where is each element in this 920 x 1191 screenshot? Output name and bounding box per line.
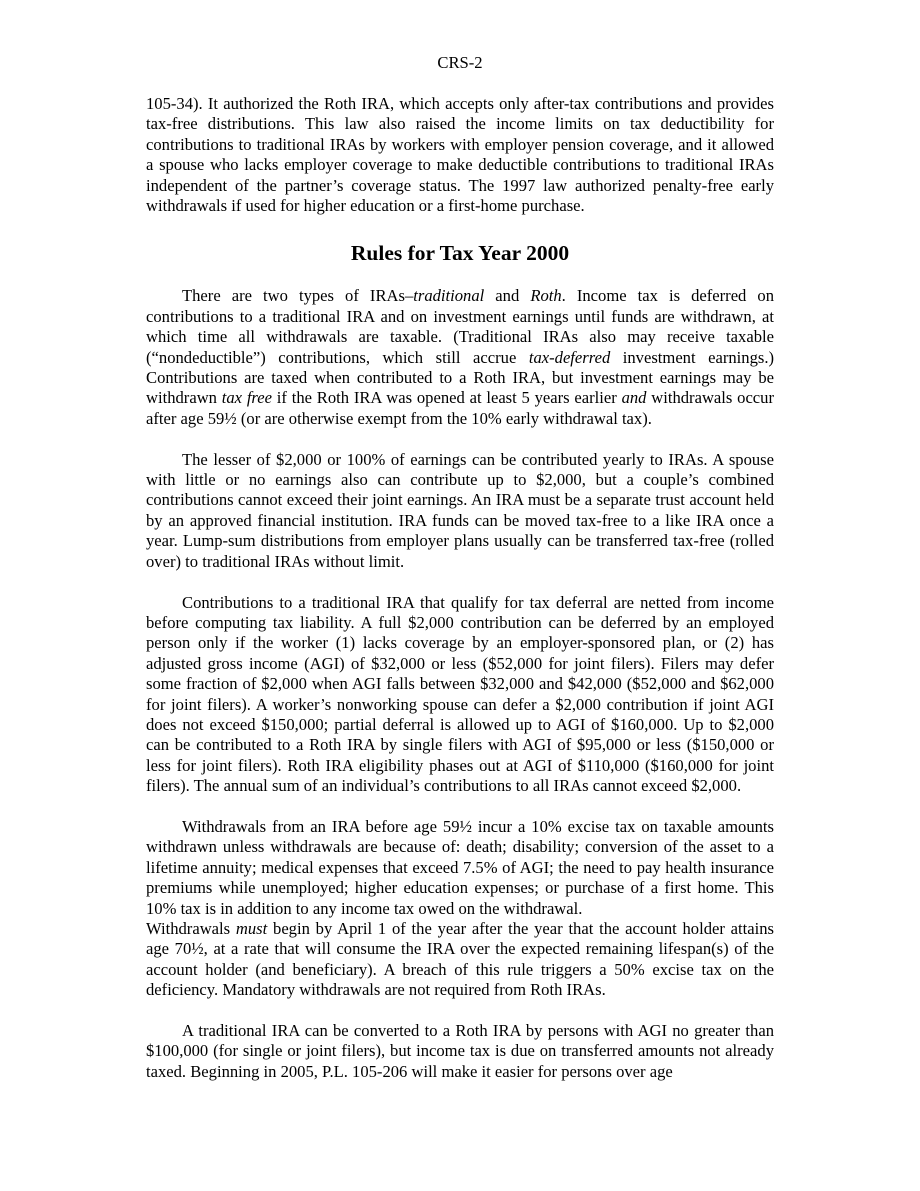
text-run: Withdrawals from an IRA before age 59½ incur a 10% excise tax on taxable amounts withdrawn unless withdrawals are because of: death; disability; conversion of the asset to a lifetime annuity; medical expenses that exceed 7.5% of AGI; the need to pay health insurance premiums while unemployed; higher education expenses; or purchase of a first home. This 10% tax is in addition to any income tax owed on the withdrawal. <box>146 816 774 918</box>
text-run: if the Roth IRA was opened at least 5 years earlier <box>272 388 622 408</box>
emphasis-must: must <box>235 918 268 938</box>
emphasis-roth: Roth <box>530 286 562 306</box>
paragraph-tax-deferral: Contributions to a traditional IRA that qualify for tax deferral are netted from income before computing tax liability. A full $2,000 contribution can be deferred by an employed person only if the worker (1) lacks coverage by an employer-sponsored plan, or (2) has adjusted gross income (AGI) of $32,000 or less ($52,000 for joint filers). Filers may defer some fraction of $2,000 when AGI falls between $32,000 and $42,000 ($52,000 and $62,000 for joint filers). A worker’s nonworking spouse can defer a $2,000 contribution if joint AGI does not exceed $150,000; partial deferral is allowed up to AGI of $160,000. Up to $2,000 can be contributed to a Roth IRA by single filers with AGI of $95,000 or less ($150,000 or less for joint filers). Roth IRA eligibility phases out at AGI of $110,000 ($160,000 for joint filers). The annual sum of an individual’s contributions to all IRAs cannot exceed $2,000. <box>146 592 774 796</box>
paragraph-early-withdrawal <box>146 817 774 919</box>
emphasis-and: and <box>621 388 647 408</box>
emphasis-traditional: traditional <box>413 286 485 306</box>
text-run: There are two types of IRAs– <box>182 286 414 306</box>
paragraph-ira-types <box>146 286 774 429</box>
text-run: withdrawals occur after age 59½ (or are otherwise exempt from the 10% early withdrawal tax). <box>146 388 774 428</box>
emphasis-tax-deferred: tax-deferred <box>528 347 611 367</box>
section-title: Rules for Tax Year 2000 <box>350 241 570 266</box>
paragraph-mandatory-withdrawal <box>146 919 774 1001</box>
text-run: begin by April 1 of the year after the year that the account holder attains age 70½, at a rate that will consume the IRA over the expected remaining lifespan(s) of the account holder (and beneficiary). A breach of this rule triggers a 50% excise tax on the deficiency. Mandatory withdrawals are not required from Roth IRAs. <box>146 918 774 1000</box>
text-run: investment earnings.) Contributions are taxed when contributed to a Roth IRA, but investment earnings may be withdrawn <box>146 347 774 408</box>
paragraph-contribution-limits: The lesser of $2,000 or 100% of earnings can be contributed yearly to IRAs. A spouse with little or no earnings also can contribute up to $2,000, but a couple’s combined contributions cannot exceed their joint earnings. An IRA must be a separate trust account held by an approved financial institution. IRA funds can be moved tax-free to a like IRA once a year. Lump-sum distributions from employer plans usually can be transferred tax-free (rolled over) to traditional IRAs without limit. <box>146 449 774 571</box>
paragraph-roth-conversion: A traditional IRA can be converted to a Roth IRA by persons with AGI no greater than $100,000 (for single or joint filers), but income tax is due on transferred amounts not already taxed. Beginning in 2005, P.L. 105-206 will make it easier for persons over age <box>146 1021 774 1081</box>
text-run: . Income tax is deferred on contributions to a traditional IRA and on investment earnings until funds are withdrawn, at which time all withdrawals are taxable. (Traditional IRAs also may receive taxable (“nondeductible”) contributions, which still accrue <box>146 286 774 367</box>
emphasis-tax-free: tax free <box>221 388 273 408</box>
page-content <box>146 94 774 1082</box>
text-run: and <box>484 286 531 306</box>
text-run: Withdrawals <box>146 918 236 938</box>
page-header: CRS-2 <box>437 53 483 72</box>
intro-paragraph: 105-34). It authorized the Roth IRA, which accepts only after-tax contributions and provides tax-free distributions. This law also raised the income limits on tax deductibility for contributions to traditional IRAs by workers with employer pension coverage, and it allowed a spouse who lacks employer coverage to make deductible contributions to traditional IRAs independent of the partner’s coverage status. The 1997 law authorized penalty-free early withdrawals if used for higher education or a first-home purchase. <box>146 94 774 216</box>
